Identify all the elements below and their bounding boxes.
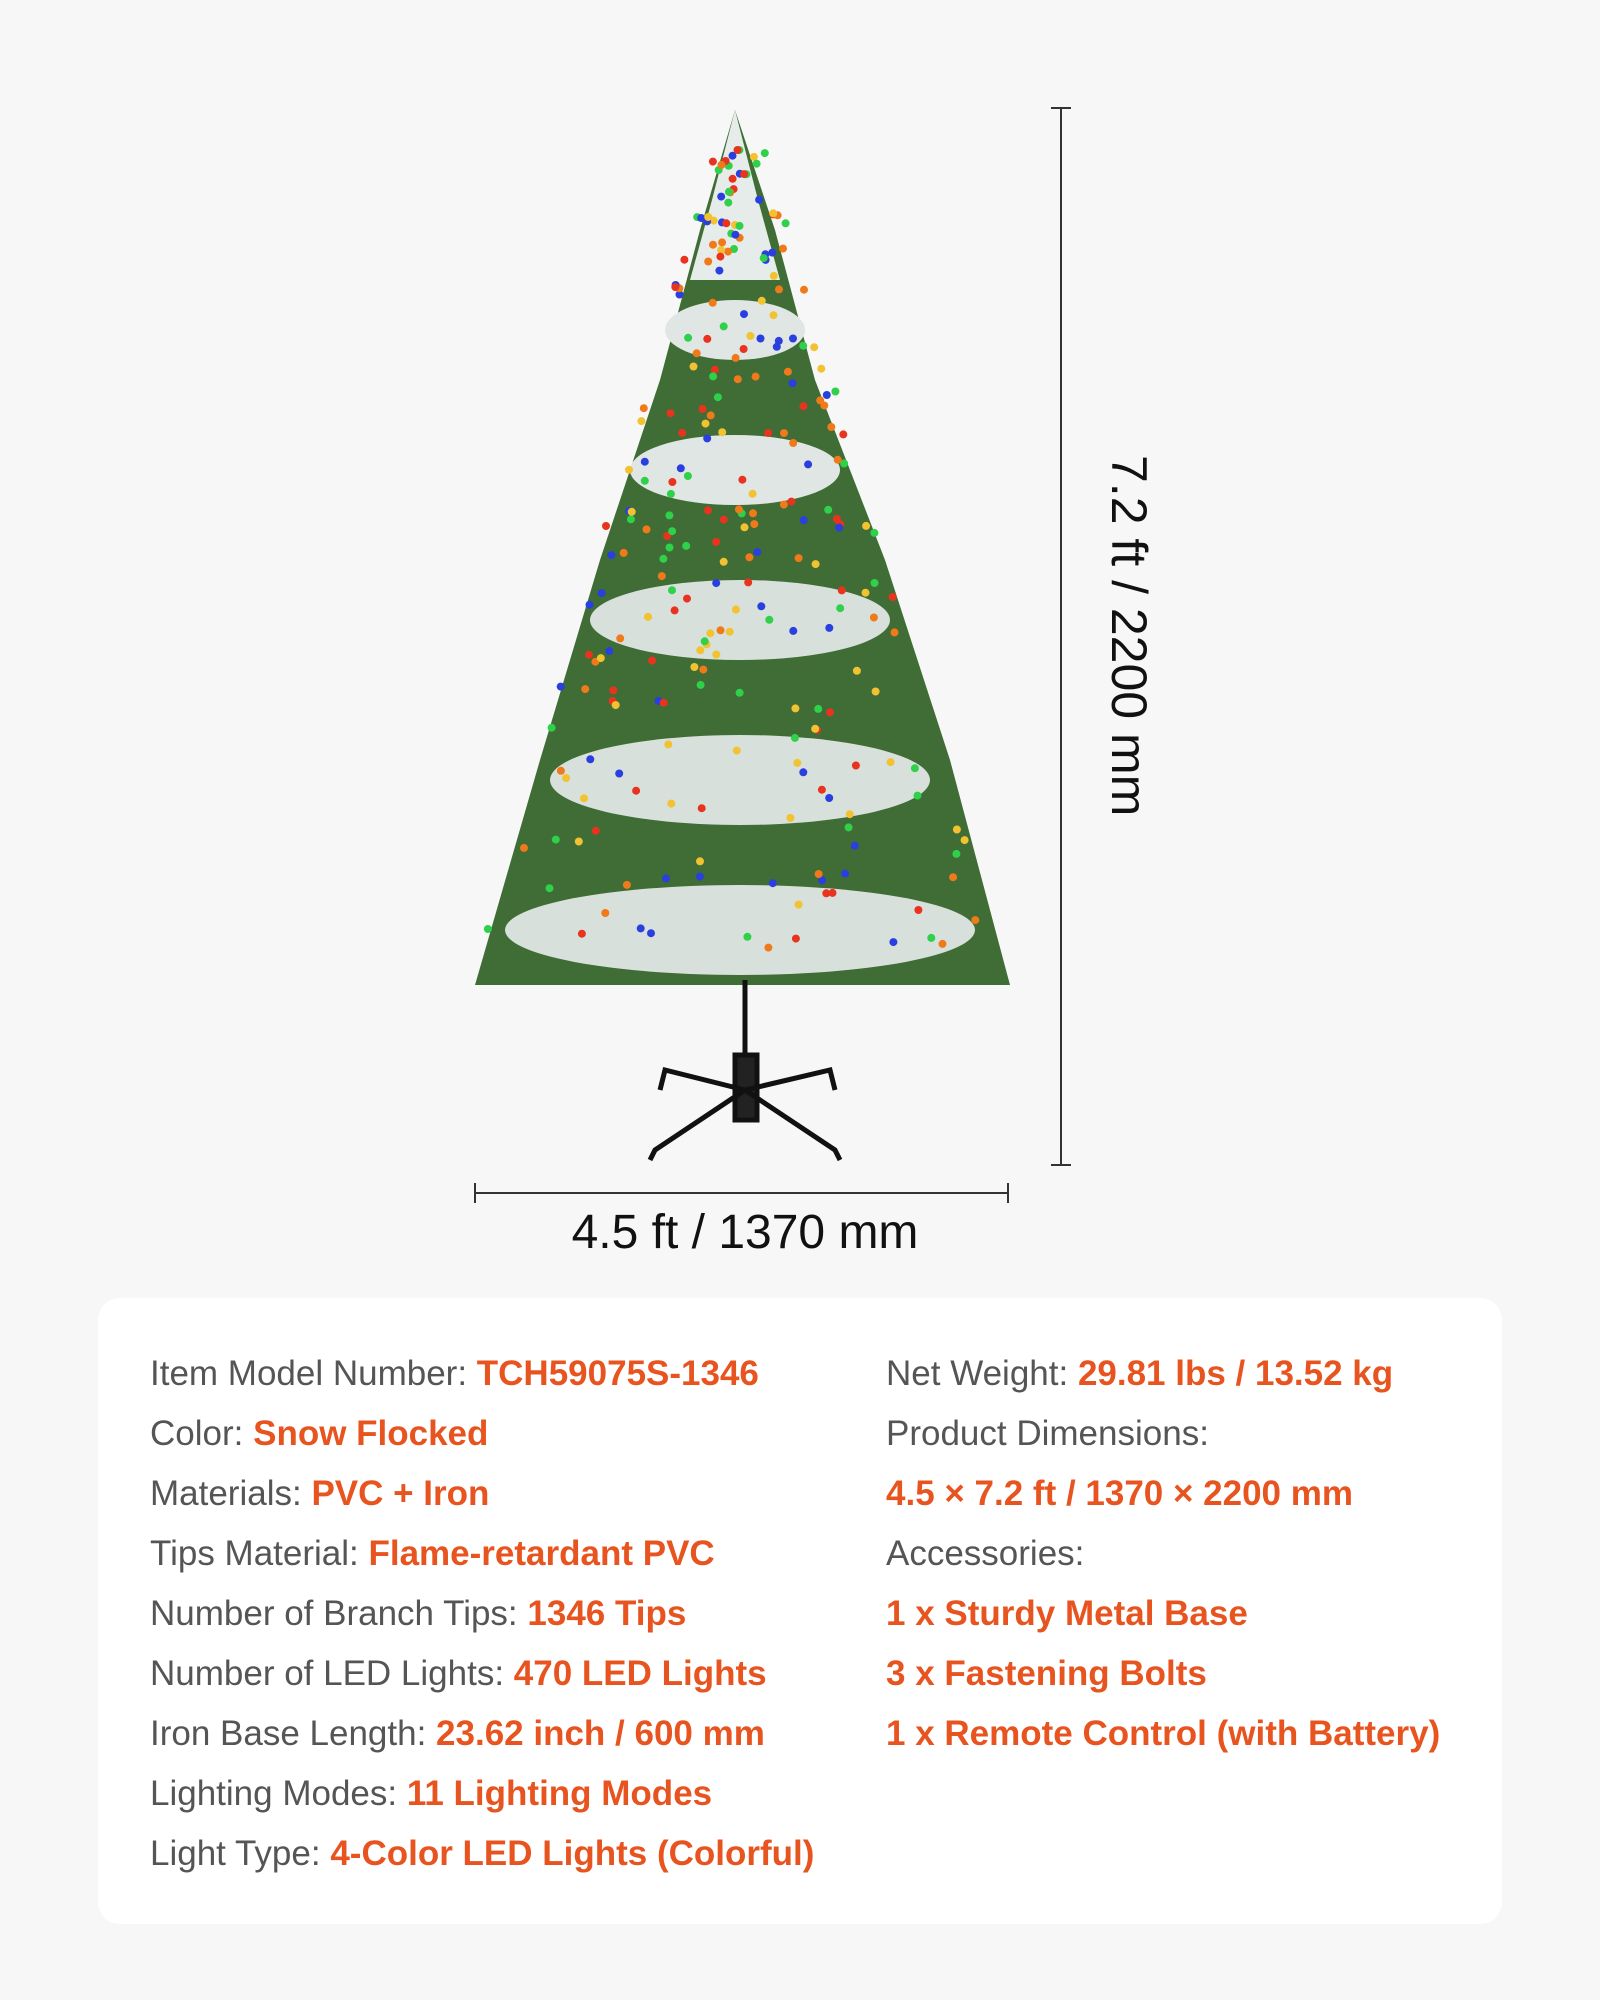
tree-light (749, 490, 757, 498)
tree-light (578, 930, 586, 938)
tree-light (792, 935, 800, 943)
tree-light (701, 637, 709, 645)
spec-row-dimensions-label (886, 1404, 1440, 1464)
tree-light (697, 681, 705, 689)
tree-light (711, 366, 719, 374)
tree-light (851, 842, 859, 850)
tree-light (637, 417, 645, 425)
tree-light (548, 724, 556, 732)
spec-row-light-type (150, 1824, 814, 1884)
tree-light (562, 774, 570, 782)
specs-left-column (150, 1344, 814, 1884)
tree-light (745, 553, 753, 561)
tree-light (732, 606, 740, 614)
tree-light (725, 188, 733, 196)
spec-row-dimensions-value (886, 1464, 1440, 1524)
tree-light (770, 272, 778, 280)
tree-light (640, 404, 648, 412)
tree-light (667, 409, 675, 417)
tree-light (836, 604, 844, 612)
tree-light (833, 515, 841, 523)
tree-light (693, 349, 701, 357)
tree-light (717, 193, 725, 201)
tree-light (628, 508, 636, 516)
tree-light (799, 402, 807, 410)
tree-light (586, 601, 594, 609)
tree-light (810, 343, 818, 351)
tree-light (602, 522, 610, 530)
tree-light (825, 624, 833, 632)
tree-light (586, 755, 594, 763)
tree-light (557, 683, 565, 691)
tree-light (780, 429, 788, 437)
tree-light (704, 258, 712, 266)
tree-light (717, 161, 725, 169)
tree-light (641, 477, 649, 485)
tree-light (758, 297, 766, 305)
specifications-card (98, 1298, 1502, 1924)
tree-light (616, 634, 624, 642)
tree-light (834, 456, 842, 464)
tree-light (753, 160, 761, 168)
tree-light (760, 254, 768, 262)
tree-light (707, 411, 715, 419)
tree-light (678, 429, 686, 437)
tree-light (667, 800, 675, 808)
tree-light (662, 874, 670, 882)
tree-light (637, 924, 645, 932)
tree-light (714, 393, 722, 401)
tree-light (826, 708, 834, 716)
tree-light (696, 646, 704, 654)
tree-light (699, 666, 707, 674)
spec-row-accessory-bolts (886, 1644, 1440, 1704)
tree-light (757, 602, 765, 610)
spec-label: Product Dimensions: (886, 1414, 1209, 1453)
spec-value: Flame-retardant PVC (368, 1534, 715, 1573)
tree-light (709, 299, 717, 307)
tree-light (585, 651, 593, 659)
tree-light (592, 827, 600, 835)
tree-light (870, 614, 878, 622)
spec-value: 11 Lighting Modes (406, 1774, 713, 1813)
tree-light (623, 881, 631, 889)
tree-light (484, 925, 492, 933)
tree-light (769, 209, 777, 217)
tree-light (644, 613, 652, 621)
tree-light (712, 579, 720, 587)
tree-light (952, 850, 960, 858)
tree-light (853, 667, 861, 675)
tree-light (749, 509, 757, 517)
spec-row-branch-tips (150, 1584, 814, 1644)
tree-light (704, 213, 712, 221)
tree-light (704, 506, 712, 514)
tree-light (791, 734, 799, 742)
tree-light (627, 515, 635, 523)
width-dimension-label: 4.5 ft / 1370 mm (571, 1206, 919, 1259)
tree-light (698, 804, 706, 812)
tree-light (795, 901, 803, 909)
tree-light (665, 511, 673, 519)
tree-light (743, 933, 751, 941)
tree-light (718, 428, 726, 436)
tree-light (789, 379, 797, 387)
tree-foliage (475, 110, 1010, 985)
spec-value: TCH59075S-1346 (476, 1354, 759, 1393)
tree-light (889, 593, 897, 601)
tree-light (927, 934, 935, 942)
tree-light (740, 310, 748, 318)
tree-light (716, 253, 724, 261)
tree-light (795, 554, 803, 562)
tree-light (746, 332, 754, 340)
tree-light (827, 423, 835, 431)
spec-value: Snow Flocked (253, 1414, 489, 1453)
tree-light (684, 472, 692, 480)
tree-light (720, 322, 728, 330)
tree-light (668, 527, 676, 535)
tree-light (575, 838, 583, 846)
tree-light (779, 245, 787, 253)
specs-right-column (886, 1344, 1440, 1764)
tree-light (709, 158, 717, 166)
tree-light (887, 758, 895, 766)
spec-value: 3 x Fastening Bolts (886, 1654, 1207, 1693)
tree-light (939, 940, 947, 948)
spec-value: 23.62 inch / 600 mm (436, 1714, 765, 1753)
tree-light (817, 365, 825, 373)
tree-light (775, 285, 783, 293)
tree-light (648, 657, 656, 665)
tree-light (765, 616, 773, 624)
tree-light (597, 654, 605, 662)
tree-light (720, 516, 728, 524)
tree-light (690, 363, 698, 371)
tree-light (703, 434, 711, 442)
tree-light (870, 529, 878, 537)
tree-light (677, 464, 685, 472)
tree-light (715, 267, 723, 275)
spec-row-color (150, 1404, 814, 1464)
tree-light (643, 525, 651, 533)
spec-label: Number of LED Lights: (150, 1654, 514, 1693)
tree-light (846, 810, 854, 818)
tree-light (620, 549, 628, 557)
tree-light (709, 372, 717, 380)
tree-light (838, 586, 846, 594)
tree-light (800, 516, 808, 524)
tree-light (712, 651, 720, 659)
spec-value: PVC + Iron (311, 1474, 490, 1513)
tree-light (891, 628, 899, 636)
tree-light (791, 704, 799, 712)
tree-light (625, 466, 633, 474)
tree-light (659, 555, 667, 563)
tree-light (706, 629, 714, 637)
tree-light (812, 560, 820, 568)
tree-light (799, 342, 807, 350)
tree-light (852, 762, 860, 770)
spec-label: Light Type: (150, 1834, 331, 1873)
spec-label: Net Weight: (886, 1354, 1078, 1393)
tree-light (949, 873, 957, 881)
tree-light (835, 524, 843, 532)
tree-light (736, 689, 744, 697)
tree-light (914, 792, 922, 800)
spec-label: Tips Material: (150, 1534, 369, 1573)
tree-light (871, 579, 879, 587)
tree-light (741, 523, 749, 531)
tree-light (717, 626, 725, 634)
tree-light (911, 764, 919, 772)
tree-light (580, 794, 588, 802)
tree-light (769, 879, 777, 887)
tree-light (750, 153, 758, 161)
spec-row-net-weight (886, 1344, 1440, 1404)
tree-light (598, 589, 606, 597)
tree-light (789, 335, 797, 343)
tree-light (862, 522, 870, 530)
tree-light (841, 870, 849, 878)
tree-light (605, 647, 613, 655)
tree-light (831, 388, 839, 396)
tree-light (724, 248, 732, 256)
tree-light (696, 873, 704, 881)
tree-light (773, 343, 781, 351)
spec-label: Accessories: (886, 1534, 1085, 1573)
tree-light (764, 944, 772, 952)
tree-light (740, 345, 748, 353)
tree-light (736, 222, 744, 230)
tree-light (722, 219, 730, 227)
tree-light (862, 589, 870, 597)
tree-light (731, 231, 739, 239)
tree-light (735, 505, 743, 513)
tree-light (683, 595, 691, 603)
tree-light (811, 725, 819, 733)
tree-light (789, 439, 797, 447)
tree-light (664, 740, 672, 748)
tree-light (787, 498, 795, 506)
spec-row-accessory-remote (886, 1704, 1440, 1764)
tree-light (799, 768, 807, 776)
tree-light (581, 685, 589, 693)
metal-stand (650, 980, 840, 1160)
tree-light (971, 916, 979, 924)
tree-light (768, 249, 776, 257)
width-dimension-line (475, 1183, 1008, 1203)
spec-label: Materials: (150, 1474, 312, 1513)
tree-light (641, 458, 649, 466)
tree-light (658, 572, 666, 580)
spec-row-model-number (150, 1344, 814, 1404)
tree-light (839, 430, 847, 438)
tree-light (718, 238, 726, 246)
tree-light (680, 256, 688, 264)
spec-label: Item Model Number: (150, 1354, 477, 1393)
tree-light (546, 884, 554, 892)
tree-light (780, 501, 788, 509)
spec-row-led-lights (150, 1644, 814, 1704)
tree-light (615, 770, 623, 778)
tree-light (684, 334, 692, 342)
tree-light (815, 870, 823, 878)
tree-light (729, 175, 737, 183)
tree-light (824, 506, 832, 514)
tree-light (740, 170, 748, 178)
tree-light (786, 814, 794, 822)
tree-light (660, 699, 668, 707)
tree-light (712, 538, 720, 546)
tree-light (761, 149, 769, 157)
tree-light (750, 520, 758, 528)
tree-light (647, 929, 655, 937)
tree-light (671, 606, 679, 614)
spec-value: 470 LED Lights (513, 1654, 767, 1693)
tree-light (703, 335, 711, 343)
tree-light (872, 688, 880, 696)
tree-light (726, 628, 734, 636)
tree-light (789, 627, 797, 635)
tree-light (804, 460, 812, 468)
tree-light (823, 391, 831, 399)
tree-light (734, 146, 742, 154)
tree-light (724, 199, 732, 207)
tree-light (793, 759, 801, 767)
spec-value: 1 x Remote Control (with Battery) (886, 1714, 1441, 1753)
tree-light (755, 196, 763, 204)
spec-value: 1346 Tips (527, 1594, 687, 1633)
tree-light (800, 286, 808, 294)
tree-light (667, 490, 675, 498)
spec-row-tips-material (150, 1524, 814, 1584)
tree-light (770, 311, 778, 319)
tree-light (668, 586, 676, 594)
spec-label: Color: (150, 1414, 254, 1453)
tree-light (732, 354, 740, 362)
tree-light (820, 402, 828, 410)
tree-light (671, 283, 679, 291)
tree-light (757, 335, 765, 343)
tree-light (552, 836, 560, 844)
tree-light (557, 767, 565, 775)
tree-light (845, 823, 853, 831)
tree-light (709, 241, 717, 249)
tree-light (632, 787, 640, 795)
tree-light (607, 551, 615, 559)
spec-row-accessory-base (886, 1584, 1440, 1644)
spec-value: 4.5 × 7.2 ft / 1370 × 2200 mm (886, 1474, 1353, 1513)
tree-light (914, 906, 922, 914)
tree-light (961, 836, 969, 844)
tree-light (682, 542, 690, 550)
tree-light (829, 889, 837, 897)
spec-value: 1 x Sturdy Metal Base (886, 1594, 1248, 1633)
tree-light (818, 786, 826, 794)
tree-light (744, 578, 752, 586)
tree-light (520, 844, 528, 852)
tree-light (734, 375, 742, 383)
spec-label: Lighting Modes: (150, 1774, 407, 1813)
spec-value: 4-Color LED Lights (Colorful) (330, 1834, 815, 1873)
tree-light (752, 373, 760, 381)
tree-light (753, 548, 761, 556)
tree-light (814, 705, 822, 713)
tree-light (696, 857, 704, 865)
spec-row-base-length (150, 1704, 814, 1764)
spec-label: Number of Branch Tips: (150, 1594, 528, 1633)
tree-light (733, 747, 741, 755)
spec-row-lighting-modes (150, 1764, 814, 1824)
spec-value: 29.81 lbs / 13.52 kg (1077, 1354, 1394, 1393)
tree-light (668, 478, 676, 486)
tree-light (889, 938, 897, 946)
tree-light (699, 405, 707, 413)
spec-row-accessories-label (886, 1524, 1440, 1584)
spec-row-materials (150, 1464, 814, 1524)
tree-light (825, 794, 833, 802)
spec-label: Iron Base Length: (150, 1714, 437, 1753)
tree-light (690, 663, 698, 671)
tree-light (702, 420, 710, 428)
tree-light (784, 368, 792, 376)
tree-light (609, 686, 617, 694)
height-dimension-line (1051, 108, 1071, 1165)
tree-light (612, 701, 620, 709)
tree-light (953, 826, 961, 834)
tree-light (601, 909, 609, 917)
tree-light (720, 558, 728, 566)
tree-light (666, 544, 674, 552)
height-dimension-label: 7.2 ft / 2200 mm (1101, 455, 1157, 817)
tree-light (764, 429, 772, 437)
tree-light (738, 476, 746, 484)
tree-light (782, 219, 790, 227)
